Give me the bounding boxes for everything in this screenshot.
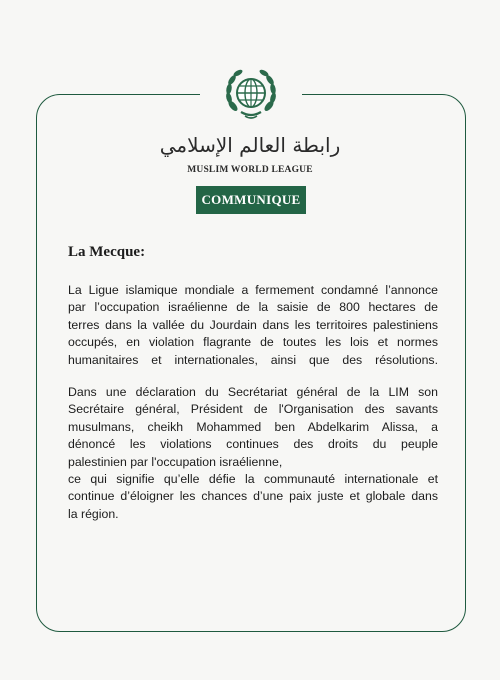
paragraph-1 xyxy=(68,282,438,369)
communique-body xyxy=(68,282,438,538)
location-heading: La Mecque: xyxy=(68,244,146,260)
communique-badge: COMMUNIQUE xyxy=(196,186,306,214)
text-line: Dans une déclaration du Secrétariat général de la LIM son xyxy=(68,385,438,400)
paragraph-2 xyxy=(68,384,438,523)
text-line: occupés, en violation flagrante de toutes les lois et normes xyxy=(68,335,438,350)
text-line: Secrétaire général, Président de l'Organisation des savants xyxy=(68,402,438,417)
text-line: musulmans, cheikh Mohammed ben Abdelkarim Alissa, a xyxy=(68,419,438,434)
text-line: terres dans la vallée du Jourdain dans les territoires palestiniens xyxy=(68,317,438,332)
text-line: La Ligue islamique mondiale a fermement condamné l’annonce xyxy=(68,283,438,297)
text-line: dénoncé les violations continues des droits du peuple xyxy=(68,437,438,452)
text-line: par l’occupation israélienne de la saisie de 800 hectares de xyxy=(68,300,438,315)
text-line: humanitaires et internationales, ainsi que des résolutions. xyxy=(68,352,438,367)
text-line: palestinien par l'occupation israélienne, xyxy=(68,454,283,469)
arabic-org-title: رابطة العالم الإسلامي xyxy=(159,133,341,157)
text-line: la région. xyxy=(68,506,119,521)
mwl-logo-icon xyxy=(221,66,281,126)
text-line: continue d’éloigner les chances d’une paix juste et globale dans xyxy=(68,489,438,504)
text-line: ce qui signifie qu’elle défie la communauté internationale et xyxy=(68,472,438,487)
org-name: MUSLIM WORLD LEAGUE xyxy=(187,165,313,175)
